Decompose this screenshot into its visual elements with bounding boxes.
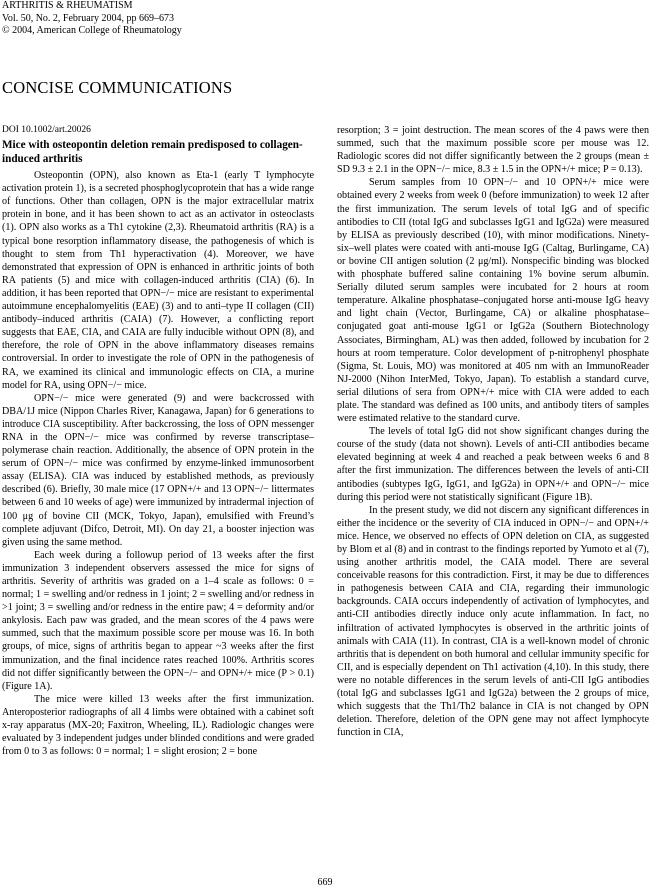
page-number: 669 — [317, 877, 333, 888]
paragraph-radiographs: The mice were killed 13 weeks after the first immunization. Anteroposterior radiographs of all 4 limbs were obtained with a cabinet soft x-ray apparatus (MX-20; Faxitron, Wheeling, IL). Radiologic changes were evaluated by 3 independent judges under blinded conditions and were graded from 0 to 3 as follows: 0 = normal; 1 = slight erosion; 2 = bone — [2, 693, 314, 758]
paragraph-serum-elisa: Serum samples from 10 OPN−/− and 10 OPN+/+ mice were obtained every 2 weeks from week 0 (before immunization) to week 12 after the first immunization. The serum levels of total IgG and of specific antibodies to CII (total IgG and subclasses IgG1 and IgG2a) were measured by ELISA as previously described (10), with minor modifications. Ninety-six–well plates were coated with anti-mouse IgG (Caltag, Burlingame, CA) or bovine CII antigen solution (2 μg/ml). Nonspecific binding was blocked with phosphate buffered saline containing 1% bovine serum albumin. Serially diluted serum samples were incubated for 2 hours at room temperature. Alkaline phosphatase–conjugated horse anti-mouse IgG heavy and light chain (Vector, Burlingame, CA) or alkaline phosphatase–conjugated goat anti-mouse IgG1 or IgG2a (Southern Biotechnology Associates, Birmingham, AL) was then added, followed by incubation for 2 hours at room temperature. Color development of p-nitrophenyl phosphate (Sigma, St. Louis, MO) was monitored at 405 nm with an ImmunoReader NJ-2000 (Nihon InterMed, Tokyo, Japan). To establish a standard curve, serial dilutions of sera from OPN+/+ mice with CIA were added to each plate. The standard was defined as 100 units, and antibody titers of samples were estimated relative to the standard curve. — [337, 177, 649, 425]
copyright-line: © 2004, American College of Rheumatology — [2, 25, 182, 36]
journal-name: ARTHRITIS & RHEUMATISM — [2, 0, 133, 11]
volume-line: Vol. 50, No. 2, February 2004, pp 669–673 — [2, 12, 175, 24]
right-column — [337, 124, 649, 739]
paragraph-igg-levels: The levels of total IgG did not show significant changes during the course of the study (data not shown). Levels of anti-CII antibodies became elevated beginning at week 4 and reached a peak between weeks 6 and 8 after the first immunization. The differences between the levels of anti-CII antibodies (subtypes IgG, IgG1, and IgG2a) in OPN+/+ and OPN−/− mice during this period were not statistically significant (Figure 1B). — [337, 426, 649, 503]
paragraph-intro: Osteopontin (OPN), also known as Eta-1 (early T lymphocyte activation protein 1), is a secreted phosphoglycoprotein that has a wide range of functions. Other than collagen, OPN is the major extracellular matrix protein in bone, and it has been shown to act as an activator in osteoclasts (1). OPN also works as a Th1 cytokine (2,3). Rheumatoid arthritis (RA) is a typical bone resorption inflammatory disease, the pathogenesis of which is thought to stem from Th1 hyperactivation (4). Moreover, we have demonstrated that expression of OPN is enhanced in arthritic joints of both RA patients (5) and mice with collagen-induced arthritis (CIA) (6). In addition, it has been reported that OPN−/− mice are resistant to experimental autoimmune encephalomyelitis (EAE) (3) and to anti–type II collagen (CII) antibody–induced arthritis (CAIA) (7). However, a conflicting report suggests that EAE, CIA, and CAIA are fully inducible without OPN (8), and therefore, the role of OPN in the above inflammatory diseases remains controversial. In order to investigate the role of OPN in the pathogenesis of RA, we examined its clinical and immunologic effects on CIA, a murine model for RA, using OPN−/− mice. — [2, 170, 314, 391]
paragraph-discussion: In the present study, we did not discern any significant differences in either the incidence or the severity of CIA induced in OPN−/− and OPN+/+ mice. Hence, we observed no effects of OPN deletion on CIA, as suggested by Blom et al (8) and in contrast to the findings reported by Yumoto et al (7), using another arthritis model, the CAIA model. There are several conceivable reasons for this contradiction. First, it may be due to differences in pathogenesis between CAIA and CIA, regarding their immunologic backgrounds. CAIA occurs independently of activation of lymphocytes, and anti-CII antibodies directly induce only acute inflammation. In fact, no infiltration of activated lymphocytes is observed in the arthritic joints of animals with CAIA (11). In contrast, CIA is a well-known model of chronic arthritis that is dependent on both humoral and cellular immunity specific for CII, and is especially dependent on Th1 activation (4,10). In this study, there were no notable differences in the serum levels of anti-CII IgG antibodies (total IgG and subclasses IgG1 and IgG2a) between the 2 groups of mice, which suggests that the Th1/Th2 balance in CIA is not changed by OPN deletion. Therefore, deletion of the OPN gene may not affect lymphocyte function in CIA, — [337, 504, 649, 739]
article-title: Mice with osteopontin deletion remain predisposed to collagen-induced arthritis — [2, 139, 303, 165]
paragraph-methods-mice: OPN−/− mice were generated (9) and were backcrossed with DBA/1J mice (Nippon Charles River, Kanagawa, Japan) for 6 generations to introduce CIA susceptibility. After backcrossing, the loss of OPN messenger RNA in the OPN−/− mice was confirmed by reverse transcriptase–polymerase chain reaction. Additionally, the absence of OPN protein in the serum of OPN−/− mice was confirmed by enzyme-linked immunosorbent assay (ELISA). CIA was induced by established methods, as previously described (6). Briefly, 30 male mice (17 OPN+/+ and 13 OPN−/− littermates between 6 and 10 weeks of age) were immunized by intradermal injection of 100 μg of bovine CII (MCK, Tokyo, Japan), emulsified with Freund’s complete adjuvant (Difco, Detroit, MI). On day 21, a booster injection was given using the same method. — [2, 392, 314, 548]
section-title: CONCISE COMMUNICATIONS — [2, 78, 233, 97]
paragraph-arthritis-scoring: Each week during a followup period of 13 weeks after the first immunization 3 independent observers assessed the mice for signs of arthritis. Severity of arthritis was graded on a 1–4 scale as follows: 0 = normal; 1 = swelling and/or redness in 1 joint; 2 = swelling and/or redness in >1 joint; 3 = swelling and/or redness in the entire paw; 4 = deformity and/or ankylosis. Each paw was graded, and the mean scores of the 4 paws were summed, such that the maximum possible score per mouse was 16. In both groups, of mice, signs of arthritis began to appear ~3 weeks after the first immunization, and the final incidence rates reached 100%. Arthritis scores did not differ significantly between the OPN−/− and OPN+/+ mice (P > 0.1) (Figure 1A). — [2, 549, 314, 692]
article-doi: DOI 10.1002/art.20026 — [2, 125, 91, 135]
journal-header — [2, 0, 182, 38]
paragraph-radiologic-scores: resorption; 3 = joint destruction. The mean scores of the 4 paws were then summed, such that the maximum possible score per mouse was 12. Radiologic scores did not differ significantly between the 2 groups (mean ± SD 9.3 ± 2.1 in the OPN−/− mice, 8.3 ± 1.5 in the OPN+/+ mice; P = 0.13). — [337, 125, 649, 176]
left-column — [2, 124, 314, 758]
